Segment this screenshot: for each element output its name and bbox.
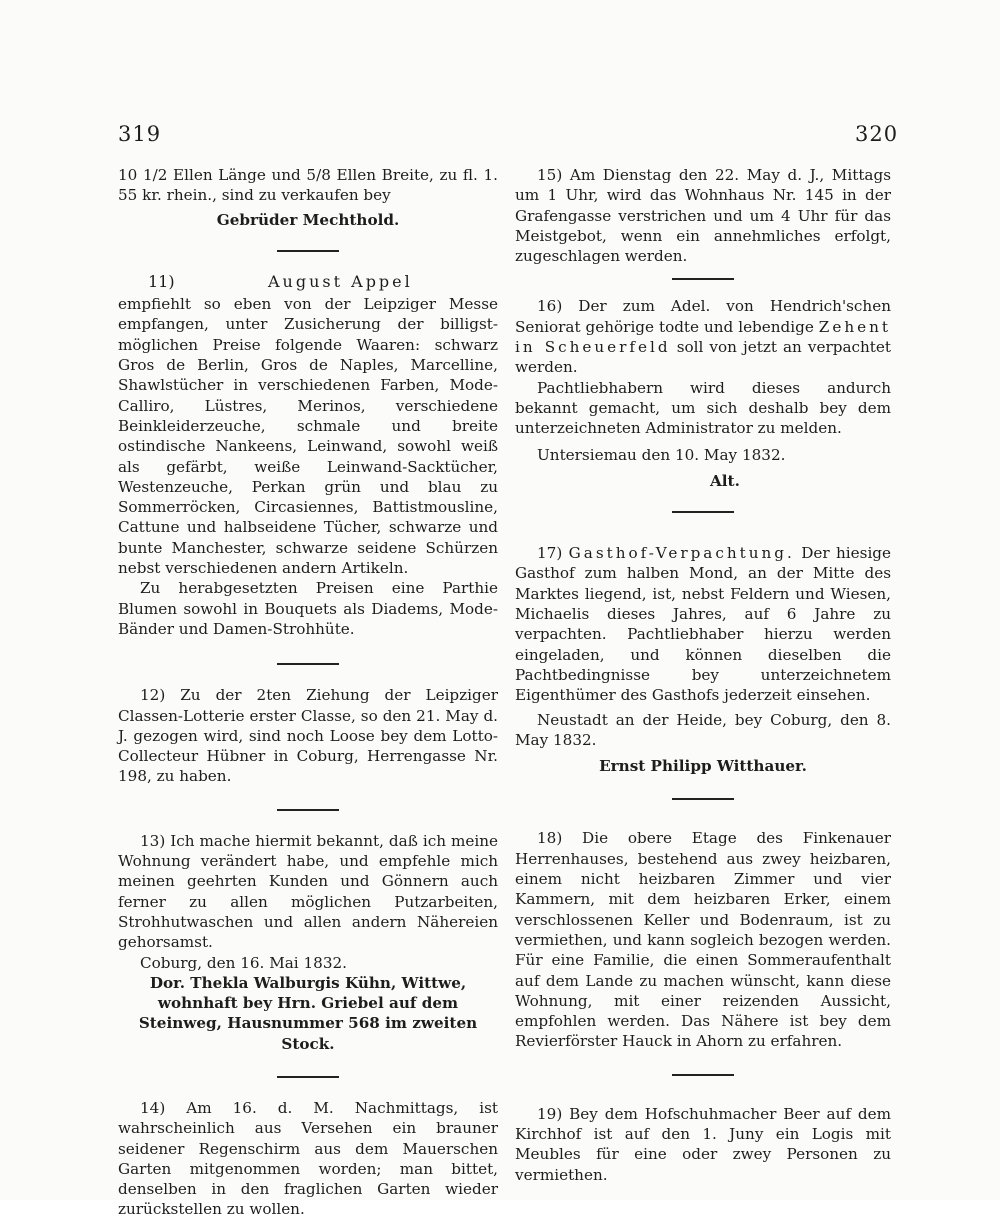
notice-13-text: 13) Ich mache hiermit bekannt, daß ich meine Wohnung verändert habe, und empfehle mich meinen geehrten Kunden und Gönnern auch ferner zu allen möglichen Putzarbeiten, Strohhutwaschen und allen andern Nähereien gehorsamst. (118, 831, 498, 952)
notice-16-text (515, 296, 891, 377)
notice-15 (515, 165, 891, 266)
notice-18 (515, 828, 891, 1051)
notice-11-text-2: Zu herabgesetzten Preisen eine Parthie Blumen sowohl in Bouquets als Diadems, Mode-Bänder und Damen-Strohhüte. (118, 579, 498, 638)
notice-17-text (515, 543, 891, 705)
notice-11 (118, 272, 498, 639)
notice-10-signature: Gebrüder Mechthold. (216, 210, 400, 229)
notice-13-place-date: Coburg, den 16. Mai 1832. (140, 953, 347, 972)
notice-17-number: 17) (537, 544, 563, 563)
page-number-right: 320 (855, 122, 899, 146)
page-number-left: 319 (118, 122, 162, 146)
notice-12 (118, 685, 498, 786)
notice-16-text-2: Pachtliebhabern wird dieses andurch bekannt gemacht, um sich deshalb bey dem unterzeichneten Administrator zu melden. (515, 378, 891, 438)
divider (277, 663, 339, 665)
notice-10-text: 10 1/2 Ellen Länge und 5/8 Ellen Breite, zu fl. 1. 55 kr. rhein., sind zu verkaufen bey (118, 166, 498, 205)
divider (277, 250, 339, 252)
notice-16-spaced-text: Zehent in Scheuerfeld (515, 317, 891, 357)
divider (277, 1076, 339, 1078)
notice-13-signature: Dor. Thekla Walburgis Kühn, Wittwe, wohnhaft bey Hrn. Griebel auf dem Steinweg, Hausnummer 568 im zweiten Stock. (138, 973, 478, 1053)
notice-17-signature: Ernst Philipp Witthauer. (599, 757, 807, 776)
notice-19-text: 19) Bey dem Hofschuhmacher Beer auf dem Kirchhof ist auf den 1. Juny ein Logis mit Meubles für eine oder zwey Personen zu vermiethen. (515, 1104, 891, 1184)
notice-15-text: 15) Am Dienstag den 22. May d. J., Mittags um 1 Uhr, wird das Wohnhaus Nr. 145 in der Grafengasse verstrichen und um 4 Uhr für das Meistgebot, wenn ein annehmliches erfolgt, zugeschlagen werden. (515, 166, 891, 266)
notice-12-text: 12) Zu der 2ten Ziehung der Leipziger Classen-Lotterie erster Classe, so den 21. May d. J. gezogen wird, sind noch Loose bey dem Lotto-Collecteur Hübner in Coburg, Herrengasse Nr. 198, zu haben. (118, 686, 498, 786)
notice-17-body: Der hiesige Gasthof zum halben Mond, an der Mitte des Marktes liegend, ist, nebst Feldern und Wiesen, Michaelis dieses Jahres, auf 6 Jahre zu verpachten. Pachtliebhaber hierzu werden eingeladen, und können dieselben die Pachtbedingnisse bey unterzeichnetem Eigenthümer des Gasthofs jederzeit einsehen. (515, 544, 892, 705)
notice-16 (515, 296, 891, 491)
notice-13 (118, 831, 498, 1054)
divider (672, 1074, 734, 1076)
notice-17-place-date: Neustadt an der Heide, bey Coburg, den 8. May 1832. (515, 710, 891, 749)
divider (672, 798, 734, 800)
notice-18-text: 18) Die obere Etage des Finkenauer Herrenhauses, bestehend aus zwey heizbaren, einem nicht heizbaren Zimmer und vier Kammern, mit dem heizbaren Erker, einem verschlossenen Keller und Bodenraum, ist zu vermiethen, und kann sogleich bezogen werden. Für eine Familie, die einen Sommeraufenthalt auf dem Lande zu machen wünscht, kann diese Wohnung, mit einer reizenden Aussicht, empfohlen werden. Das Nähere ist bey dem Revierförster Hauck in Ahorn zu erfahren. (515, 829, 891, 1051)
notice-17 (515, 543, 891, 776)
divider (672, 278, 734, 280)
notice-11-heading (118, 272, 498, 292)
notice-11-merchant: August Appel (268, 271, 413, 291)
notice-14 (118, 1098, 498, 1220)
notice-11-number: 11) (148, 271, 175, 291)
notice-17-heading: Gasthof-Verpachtung. (568, 544, 795, 563)
notice-11-text: empfiehlt so eben von der Leipziger Messe empfangen, unter Zusicherung der billigst-möglichen Preise folgende Waaren: schwarz Gros de Berlin, Gros de Naples, Marcelline, Shawlstücher in verschiedenen Farben, Mode-Calliro, Lüstres, Merinos, verschiedene Beinkleiderzeuche, schmale und breite ostindische Nankeens, Leinwand, sowohl weiß als gefärbt, weiße Leinwand-Sacktücher, Westenzeuche, Perkan grün und blau zu Sommerröcken, Circasiennes, Battistmousline, Cattune und halbseidene Tücher, schwarze und bunte Manchester, schwarze seidene Schürzen nebst verschiedenen andern Artikeln. (118, 295, 498, 578)
right-column (515, 165, 891, 1185)
divider (277, 809, 339, 811)
left-column (118, 165, 498, 1220)
notice-16-text-start: 16) Der zum Adel. von Hendrich'schen Seniorat gehörige todte und lebendige (515, 297, 891, 336)
notice-16-signature: Alt. (710, 471, 740, 490)
notice-16-text-end: soll von jetzt an verpachtet werden. (515, 338, 891, 377)
notice-10 (118, 165, 498, 230)
notice-16-place-date: Untersiemau den 10. May 1832. (537, 445, 786, 464)
notice-14-text: 14) Am 16. d. M. Nachmittags, ist wahrscheinlich aus Versehen ein brauner seidener Regenschirm aus dem Mauerschen Garten mitgenommen worden; man bittet, denselben in den fraglichen Garten wieder zurückstellen zu wollen. (118, 1098, 498, 1219)
divider (672, 511, 734, 513)
notice-19 (515, 1104, 891, 1185)
